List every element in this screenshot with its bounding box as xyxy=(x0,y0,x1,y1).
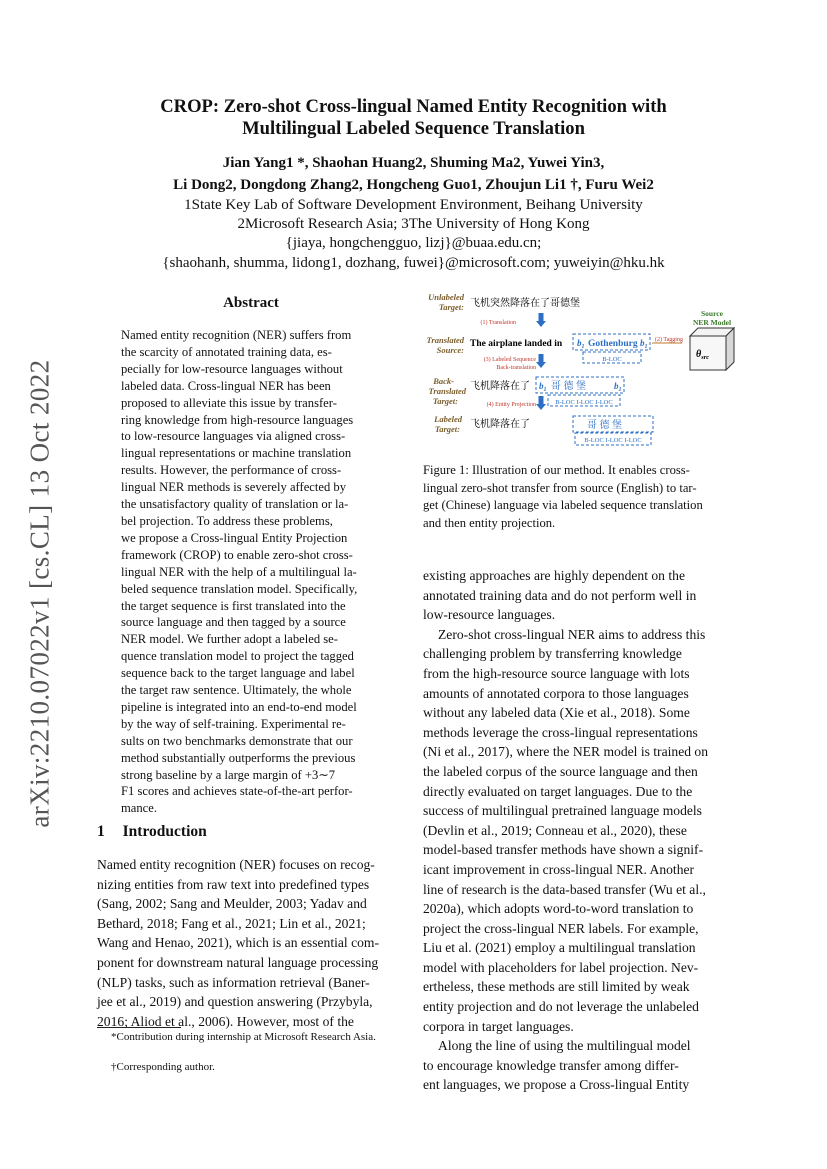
tags-zh-final: B-LOC I-LOC I-LOC xyxy=(584,437,642,444)
body-line: Zero-shot cross-lingual NER aims to address this xyxy=(438,626,706,642)
row-label-unlabeled-2: Target: xyxy=(438,302,464,312)
abstract-line: proposed to alleviate this issue by transfer- xyxy=(121,395,337,410)
abstract-line: labeled data. Cross-lingual NER has been xyxy=(121,378,331,393)
intro-line: ponent for downstream natural language processing xyxy=(97,954,379,970)
body-line: (Ni et al., 2017), where the NER model is trained on xyxy=(423,744,709,760)
row-label-translated: Translated xyxy=(426,335,464,345)
abstract-line: mance. xyxy=(121,801,158,816)
entity-zh-final: 哥 德 堡 xyxy=(587,420,622,431)
body-line: existing approaches are highly dependent on the xyxy=(423,568,685,583)
footnote-corresponding: †Corresponding author. xyxy=(111,1061,215,1073)
title-line-2: Multilingual Labeled Sequence Translation xyxy=(242,118,585,139)
row-label-back-2: Translated xyxy=(428,386,466,396)
body-line: icant improvement in cross-lingual NER. Another xyxy=(423,861,695,877)
body-line: Liu et al. (2021) employ a multilingual translation xyxy=(423,940,696,956)
abstract-line: source language and then tagged by a source xyxy=(121,615,346,630)
body-line: ent languages, we propose a Cross-lingual Entity xyxy=(423,1077,690,1093)
section-title: Introduction xyxy=(122,823,207,840)
affiliation-2: 2Microsoft Research Asia; 3The University of Hong Kong xyxy=(237,216,590,232)
email-line-1: {jiaya, hongchengguo, lizj}@buaa.edu.cn; xyxy=(285,235,542,251)
body-line: line of research is the data-based transfer (Wu et al., xyxy=(423,881,706,897)
body-line: annotated training data and do not perform well in xyxy=(423,587,697,603)
abstract-line: we propose a Cross-lingual Entity Projection xyxy=(121,530,348,545)
footnote-contribution: *Contribution during internship at Microsoft Research Asia. xyxy=(111,1031,376,1043)
paper-title xyxy=(80,96,747,140)
row-label-back: Back- xyxy=(433,376,454,386)
body-line: to encourage knowledge transfer among differ- xyxy=(423,1057,679,1073)
title-line-1: CROP: Zero-shot Cross-lingual Named Entity Recognition with xyxy=(160,96,667,117)
step-tagging: (2) Tagging xyxy=(655,337,683,343)
body-line: (Devlin et al., 2019; Conneau et al., 2020), these xyxy=(423,822,687,838)
abstract-line: by the way of self-training. Experimental re- xyxy=(121,716,346,731)
placeholder-b1: $b_1$ xyxy=(577,338,585,350)
placeholder-b1-zh-end: $b_1$ xyxy=(614,381,622,393)
figure-caption xyxy=(423,462,730,532)
zh-source-sentence: 飞机突然降落在了哥德堡 xyxy=(470,298,580,309)
abstract-line: ring knowledge from high-resource languages xyxy=(121,412,354,427)
placeholder-b1-zh: $b_1$ xyxy=(539,381,547,393)
body-line: corpora in target languages. xyxy=(423,1018,574,1034)
abstract-line: method substantially outperforms the previous xyxy=(121,750,356,765)
body-line: Along the line of using the multilingual model xyxy=(438,1038,691,1054)
abstract-line: the target raw sentence. Ultimately, the whole xyxy=(121,683,352,698)
affiliation-1: 1State Key Lab of Software Development Environment, Beihang University xyxy=(184,197,643,213)
abstract-line: bel projection. To address these problems, xyxy=(121,513,333,528)
abstract-line: the target sequence is first translated into the xyxy=(121,598,346,613)
caption-line: get (Chinese) language via labeled sequence translation xyxy=(423,498,703,512)
abstract-line: sults on two benchmarks demonstrate that our xyxy=(121,733,353,748)
body-line: project the cross-lingual NER labels. For example, xyxy=(423,920,699,936)
abstract-line: quence translation model to project the tagged xyxy=(121,649,354,664)
model-theta: $\theta_{src}$ xyxy=(696,349,710,361)
row-label-translated-2: Source: xyxy=(436,345,464,355)
intro-line: Wang and Henao, 2021), which is an essential com- xyxy=(97,935,380,951)
intro-paragraph xyxy=(97,855,405,1031)
row-label-back-3: Target: xyxy=(432,396,458,406)
abstract-line: the unsatisfactory quality of translation or la- xyxy=(121,497,349,512)
body-line: amounts of annotated corpora to those languages xyxy=(423,685,689,701)
body-line: success of multilingual pretrained language models xyxy=(423,803,702,819)
caption-line: Figure 1: Illustration of our method. It enables cross- xyxy=(423,463,690,477)
body-line: methods leverage the cross-lingual representations xyxy=(423,724,698,740)
entity-zh-back: 哥 德 堡 xyxy=(551,381,586,392)
body-line: low-resource languages. xyxy=(423,607,556,623)
intro-line: (NLP) tasks, such as information retrieval (Baner- xyxy=(97,974,370,990)
figure-1-diagram xyxy=(420,288,740,453)
abstract-body xyxy=(121,327,379,817)
arxiv-identifier: arXiv:2210.07022v1 [cs.CL] 13 Oct 2022 xyxy=(24,359,55,828)
section-heading xyxy=(97,823,207,841)
body-line: entity projection and do not leverage the unlabeled xyxy=(423,999,699,1015)
abstract-line: pipeline is integrated into an end-to-end model xyxy=(121,699,357,714)
model-label-source: Source xyxy=(701,309,723,318)
row-label-unlabeled: Unlabeled xyxy=(428,292,464,302)
authors-line-2: Li Dong2, Dongdong Zhang2, Hongcheng Guo1, Zhoujun Li1 †, Furu Wei2 xyxy=(173,177,654,193)
email-line-2: {shaohanh, shumma, lidong1, dozhang, fuwei}@microsoft.com; yuweiyin@hku.hk xyxy=(162,255,665,271)
abstract-line: to low-resource languages via aligned cross- xyxy=(121,429,346,444)
abstract-line: beled sequence translation model. Specifically, xyxy=(121,581,358,596)
arrow-down-icon-2 xyxy=(536,362,546,368)
en-sentence: The airplane landed in xyxy=(470,339,563,349)
zh-prefix-back: 飞机降落在了 xyxy=(470,381,530,392)
intro-line: 2016; Aliod et al., 2006). However, most of the xyxy=(97,1013,354,1029)
footnote-rule xyxy=(97,1027,181,1028)
intro-line: Named entity recognition (NER) focuses on recog- xyxy=(97,857,375,872)
abstract-heading: Abstract xyxy=(223,295,279,311)
row-label-labeled-2: Target: xyxy=(434,424,460,434)
abstract-line: lingual representations or machine translation xyxy=(121,446,352,461)
ner-model-cube xyxy=(690,328,734,370)
body-line: directly evaluated on target languages. Due to the xyxy=(423,783,693,799)
arrow-down-icon xyxy=(536,321,546,327)
body-line: challenging problem by transferring knowledge xyxy=(423,646,682,662)
intro-line: jee et al., 2019) and question answering (Przybyla, xyxy=(97,994,373,1010)
body-line: model with placeholders for label projection. Nev- xyxy=(423,959,699,975)
tags-zh-back: B-LOC I-LOC I-LOC xyxy=(555,399,613,406)
abstract-line: NER model. We further adopt a labeled se- xyxy=(121,632,338,647)
step-projection: (4) Entity Projection xyxy=(486,402,536,408)
abstract-line: pecially for low-resource languages without xyxy=(121,361,343,376)
body-line: 2020a), which adopts word-to-word translation to xyxy=(423,901,694,917)
body-line: the labeled corpus of the source language and then xyxy=(423,763,698,779)
abstract-line: Named entity recognition (NER) suffers from xyxy=(121,328,352,342)
body-line: without any labeled data (Xie et al., 2018). Some xyxy=(423,705,690,721)
body-line: from the high-resource source language with lots xyxy=(423,665,690,681)
abstract-line: sequence back to the target language and label xyxy=(121,666,355,681)
section-number: 1 xyxy=(97,823,105,840)
abstract-line: the scarcity of annotated training data, es- xyxy=(121,344,332,359)
abstract-line: framework (CROP) to enable zero-shot cross- xyxy=(121,547,353,562)
zh-labeled-sentence: 飞机降落在了 xyxy=(470,419,530,430)
step-backtranslation-1: (3) Labeled Sequence xyxy=(483,357,536,363)
right-column-text xyxy=(423,566,730,1095)
step-backtranslation-2: Back-translation xyxy=(496,365,536,371)
abstract-line: results. However, the performance of cross- xyxy=(121,463,342,478)
abstract-line: lingual NER methods is severely affected by xyxy=(121,480,346,495)
body-line: model-based transfer methods have shown a signif- xyxy=(423,842,704,858)
intro-line: nizing entities from raw text into predefined types xyxy=(97,876,370,892)
abstract-line: F1 scores and achieves state-of-the-art perfor- xyxy=(121,784,353,799)
intro-line: (Sang, 2002; Sang and Meulder, 2003; Yadav and xyxy=(97,896,367,912)
step-translation: (1) Translation xyxy=(480,320,516,326)
abstract-line: strong baseline by a large margin of +3∼7 xyxy=(121,767,336,782)
intro-line: Bethard, 2018; Fang et al., 2021; Lin et al., 2021; xyxy=(97,915,366,931)
entity-en: Gothenburg xyxy=(588,339,638,349)
caption-line: lingual zero-shot transfer from source (English) to tar- xyxy=(423,480,697,495)
model-label-ner: NER Model xyxy=(692,318,732,327)
authors-line-1: Jian Yang1 *, Shaohan Huang2, Shuming Ma2, Yuwei Yin3, xyxy=(222,155,605,171)
body-line: ertheless, these methods are still limited by weak xyxy=(423,979,690,995)
tag-en: B-LOC xyxy=(602,356,622,363)
placeholder-b1-end: $b_1$ xyxy=(640,338,648,350)
abstract-line: lingual NER with the help of a multilingual la- xyxy=(121,564,357,579)
arrow-down-icon-3 xyxy=(536,404,546,410)
caption-line: and then entity projection. xyxy=(423,515,556,530)
row-label-labeled: Labeled xyxy=(434,414,462,424)
